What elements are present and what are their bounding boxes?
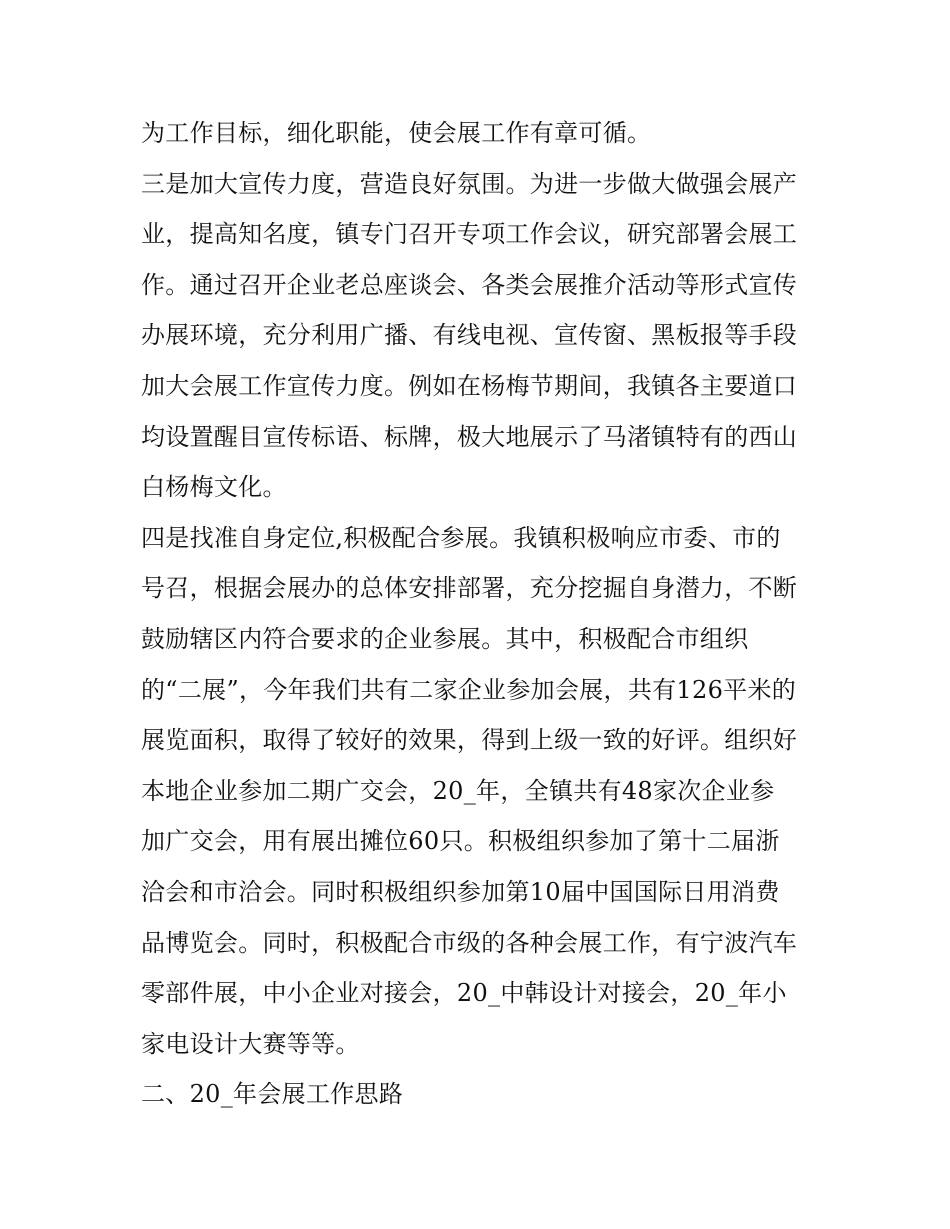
text-line-18: 零部件展，中小企业对接会，20_中韩设计对接会，20_年小 <box>141 979 787 1008</box>
text-line-10: 号召，根据会展办的总体安排部署，充分挖掘自身潜力，不断 <box>141 574 798 603</box>
text-line-3: 业，提高知名度，镇专门召开专项工作会议，研究部署会展工 <box>141 220 798 249</box>
text-line-2: 三是加大宣传力度，营造良好氛围。为进一步做大做强会展产 <box>141 169 798 198</box>
body-text <box>141 108 821 1120</box>
text-line-12: 的“二展”，今年我们共有二家企业参加会展，共有126平米的 <box>141 675 797 704</box>
text-line-5: 办展环境，充分利用广播、有线电视、宣传窗、黑板报等手段 <box>141 321 798 350</box>
text-line-4: 作。通过召开企业老总座谈会、各类会展推介活动等形式宣传 <box>141 270 798 299</box>
text-line-17: 品博览会。同时，积极配合市级的各种会展工作，有宁波汽车 <box>141 928 798 957</box>
text-line-11: 鼓励辖区内符合要求的企业参展。其中，积极配合市组织 <box>141 624 749 653</box>
text-line-14: 本地企业参加二期广交会，20_年，全镇共有48家次企业参 <box>141 776 775 805</box>
text-line-9: 四是找准自身定位,积极配合参展。我镇积极响应市委、市的 <box>141 523 781 552</box>
text-line-13: 展览面积，取得了较好的效果，得到上级一致的好评。组织好 <box>141 726 798 755</box>
text-line-8: 白杨梅文化。 <box>141 473 287 502</box>
text-line-15: 加广交会，用有展出摊位60只。积极组织参加了第十二届浙 <box>141 827 780 856</box>
text-line-16: 洽会和市洽会。同时积极组织参加第10届中国国际日用消费 <box>141 877 780 906</box>
text-line-6: 加大会展工作宣传力度。例如在杨梅节期间，我镇各主要道口 <box>141 371 798 400</box>
text-line-7: 均设置醒目宣传标语、标牌，极大地展示了马渚镇特有的西山 <box>141 422 798 451</box>
text-line-1: 为工作目标，细化职能，使会展工作有章可循。 <box>141 119 652 147</box>
section-heading: 二、20_年会展工作思路 <box>141 1080 404 1109</box>
text-line-19: 家电设计大赛等等。 <box>141 1029 360 1058</box>
